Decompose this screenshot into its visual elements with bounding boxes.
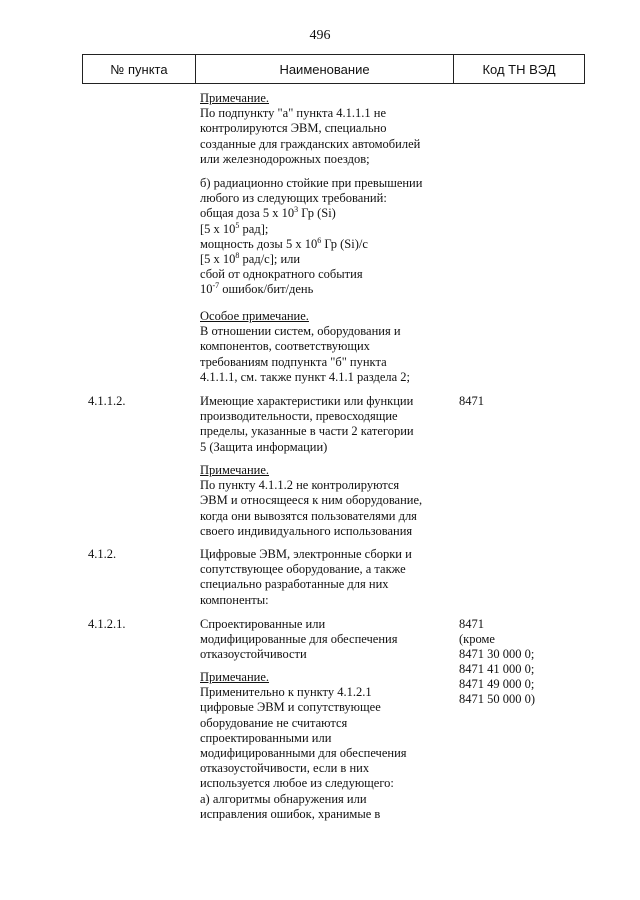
text-line: Применительно к пункту 4.1.2.1: [200, 685, 372, 700]
text-line: оборудование не считаются: [200, 715, 348, 730]
header-item-number: № пункта: [83, 55, 196, 83]
text-line: По подпункту "а" пункта 4.1.1.1 не: [200, 106, 386, 121]
note-heading: Особое примечание.: [200, 309, 309, 323]
text-line: Спроектированные или: [200, 617, 326, 631]
text-line: контролируются ЭВМ, специально: [200, 121, 387, 136]
text-line: 5 (Защита информации): [200, 439, 328, 454]
dose-rad-line: [5 х $10^5$ рад];: [200, 220, 269, 236]
text-line: любого из следующих требований:: [200, 191, 387, 206]
text-line: компоненты:: [200, 592, 269, 607]
note-heading: Примечание.: [200, 463, 270, 477]
text-line: своего индивидуального использования: [200, 523, 413, 538]
text-line: сопутствующее оборудование, а также: [200, 562, 406, 577]
text-line: используется любое из следующего:: [200, 776, 394, 791]
error-rate-line: $10^{-7}$ ошибок/бит/день: [200, 281, 314, 297]
table-header: [82, 54, 585, 84]
text-line: модифицированными для обеспечения: [200, 746, 407, 761]
text-line: сбой от однократного события: [200, 267, 363, 282]
text-line: отказоустойчивости: [200, 647, 307, 662]
text-line: созданные для гражданских автомобилей: [200, 136, 421, 151]
text-line: 4.1.1.1, см. также пункт 4.1.1 раздела 2;: [200, 369, 411, 384]
text-line: б) радиационно стойкие при превышении: [200, 176, 423, 190]
text-line: Цифровые ЭВМ, электронные сборки и: [200, 547, 412, 561]
code-line: 8471 30 000 0;: [459, 647, 535, 661]
header-name: Наименование: [196, 55, 454, 83]
text-line: когда они вывозятся пользователями для: [200, 508, 417, 523]
item-412-text: [200, 547, 455, 608]
item-code: 8471: [459, 394, 484, 408]
text-line: отказоустойчивости, если в них: [200, 761, 370, 776]
text-line: а) алгоритмы обнаружения или: [200, 791, 367, 806]
text-line: или железнодорожных поездов;: [200, 151, 370, 166]
item-4121-text: [200, 617, 455, 663]
text-line: производительности, превосходящие: [200, 409, 398, 424]
note-heading: Примечание.: [200, 670, 270, 684]
code-line: 8471 49 000 0;: [459, 677, 535, 691]
dose-line: общая доза 5 х $10^3$ Гр (Si): [200, 205, 336, 221]
text-line: В отношении систем, оборудования и: [200, 324, 401, 339]
text-line: цифровые ЭВМ и сопутствующее: [200, 700, 381, 715]
item-code-list: [459, 617, 535, 707]
text-line: исправления ошибок, хранимые в: [200, 806, 381, 821]
text-line: компонентов, соответствующих: [200, 339, 370, 354]
page-number: 496: [309, 28, 331, 43]
text-line: модифицированные для обеспечения: [200, 632, 398, 647]
note-block-3: [200, 670, 455, 822]
subitem-b: [200, 176, 455, 298]
text-line: По пункту 4.1.1.2 не контролируются: [200, 478, 400, 493]
code-line: 8471 41 000 0;: [459, 662, 535, 676]
item-number: 4.1.1.2.: [88, 394, 126, 408]
code-line: 8471 50 000 0): [459, 692, 536, 706]
special-note-block: [200, 309, 455, 385]
code-line: 8471: [459, 617, 484, 631]
text-line: специально разработанные для них: [200, 577, 389, 592]
header-code: Код ТН ВЭД: [482, 61, 556, 77]
item-number: 4.1.2.1.: [88, 617, 126, 631]
rate-rad-line: [5 х $10^8$ рад/с]; или: [200, 250, 301, 267]
text-line: Имеющие характеристики или функции: [200, 394, 414, 408]
text-line: ЭВМ и относящееся к ним оборудование,: [200, 493, 423, 508]
code-line: (кроме: [459, 632, 495, 646]
note-block-1: [200, 91, 455, 167]
rate-line: мощность дозы 5 х $10^6$ Гр (Si)/с: [200, 235, 368, 251]
text-line: требованиям подпункта "б" пункта: [200, 354, 387, 369]
note-block-2: [200, 463, 455, 539]
text-line: спроектированными или: [200, 730, 332, 745]
item-number: 4.1.2.: [88, 547, 117, 561]
item-4112-text: [200, 394, 455, 455]
note-heading: Примечание.: [200, 91, 270, 105]
text-line: пределы, указанные в части 2 категории: [200, 424, 414, 439]
